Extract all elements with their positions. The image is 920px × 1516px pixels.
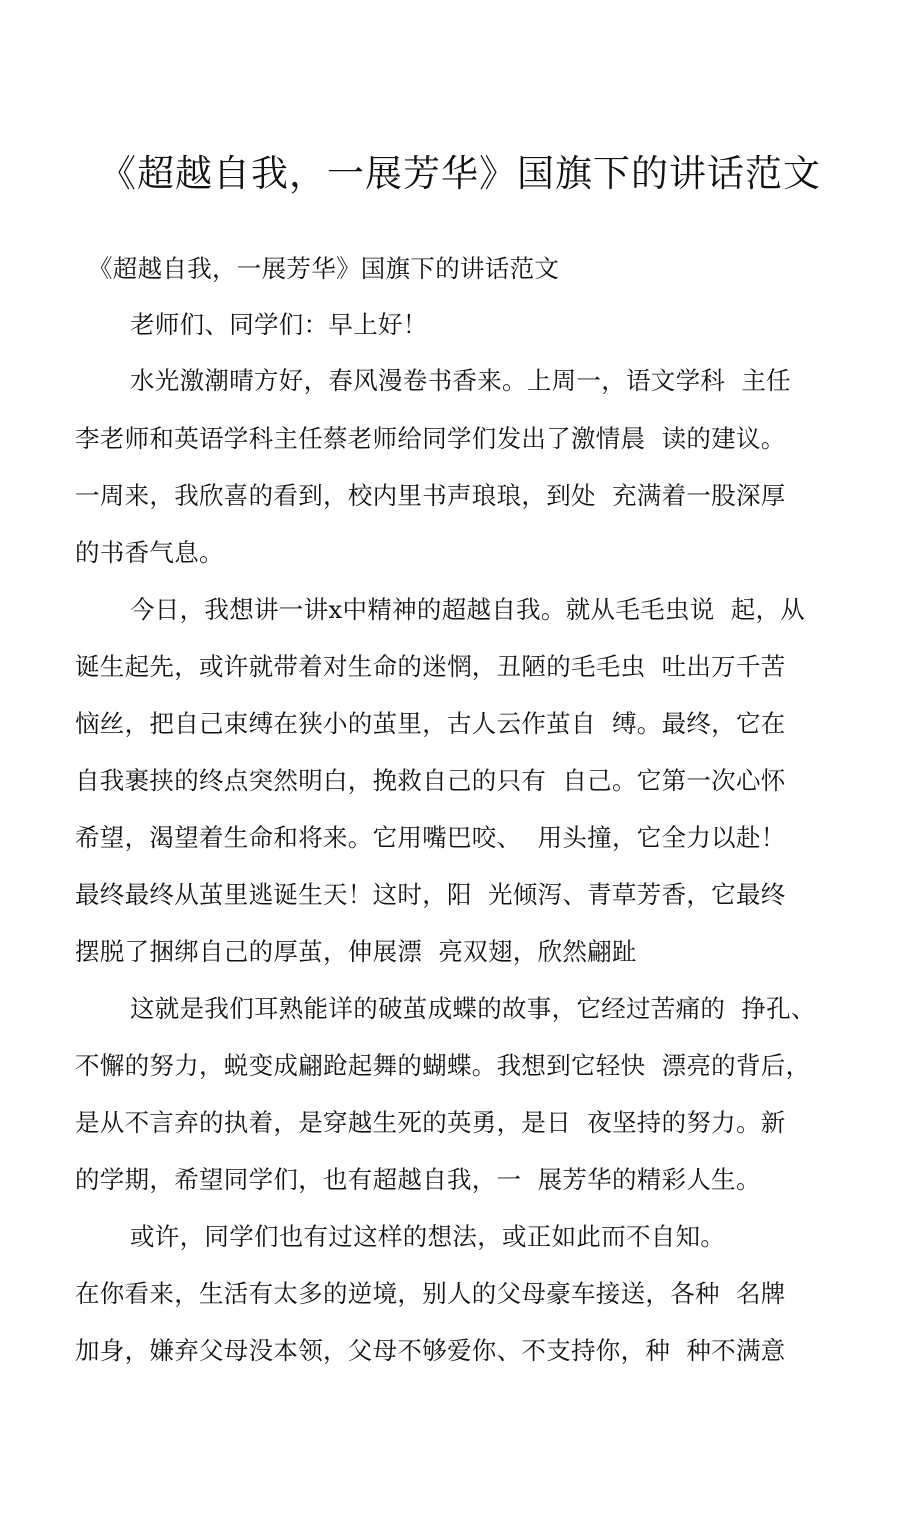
paragraph-line: 加身，嫌弃父母没本领，父母不够爱你、不支持你，种 种不满意 bbox=[75, 1336, 786, 1365]
paragraph-line: 诞生起先，或许就带着对生命的迷惘，丑陋的毛毛虫 吐出万千苦 bbox=[75, 652, 786, 681]
paragraph-line: 的书香气息。 bbox=[75, 538, 224, 567]
subtitle-line: 《超越自我，一展芳华》国旗下的讲话范文 bbox=[88, 254, 560, 283]
paragraph-line: 在你看来，生活有太多的逆境，别人的父母豪车接送，各种 名牌 bbox=[75, 1279, 786, 1308]
paragraph-line: 最终最终从茧里逃诞生天！这时，阳 光倾泻、青草芳香，它最终 bbox=[75, 880, 786, 909]
paragraph-line: 自我裹挟的终点突然明白，挽救自己的只有 自己。它第一次心怀 bbox=[75, 766, 786, 795]
paragraph-line: 一周来，我欣喜的看到，校内里书声琅琅，到处 充满着一股深厚 bbox=[75, 481, 786, 510]
greeting-line: 老师们、同学们：早上好！ bbox=[130, 310, 428, 339]
paragraph-line: 不懈的努力，蜕变成翩跄起舞的蝴蝶。我想到它轻快 漂亮的背后， bbox=[75, 1051, 811, 1080]
paragraph-line: 今日，我想讲一讲x中精神的超越自我。就从毛毛虫说 起，从 bbox=[130, 595, 806, 624]
paragraph-line: 这就是我们耳熟能详的破茧成蝶的故事，它经过苦痛的 挣孔、 bbox=[130, 994, 816, 1023]
paragraph-line: 希望，渴望着生命和将来。它用嘴巴咬、 用头撞，它全力以赴！ bbox=[75, 823, 786, 852]
paragraph-line: 或许，同学们也有过这样的想法，或正如此而不自知。 bbox=[130, 1222, 726, 1251]
paragraph-line: 恼丝，把自己束缚在狭小的茧里，古人云作茧自 缚。最终，它在 bbox=[75, 709, 786, 738]
paragraph-line: 摆脱了捆绑自己的厚茧，伸展漂 亮双翅，欣然翩趾 bbox=[75, 937, 637, 966]
document-title: 《超越自我，一展芳华》国旗下的讲话范文 bbox=[99, 152, 821, 195]
paragraph-line: 水光激潮晴方好，春风漫卷书香来。上周一，语文学科 主任 bbox=[130, 366, 791, 395]
paragraph-line: 是从不言弃的执着，是穿越生死的英勇，是日 夜坚持的努力。新 bbox=[75, 1108, 786, 1137]
paragraph-line: 李老师和英语学科主任蔡老师给同学们发出了激情晨 读的建议。 bbox=[75, 424, 786, 453]
paragraph-line: 的学期，希望同学们，也有超越自我，一 展芳华的精彩人生。 bbox=[75, 1165, 761, 1194]
